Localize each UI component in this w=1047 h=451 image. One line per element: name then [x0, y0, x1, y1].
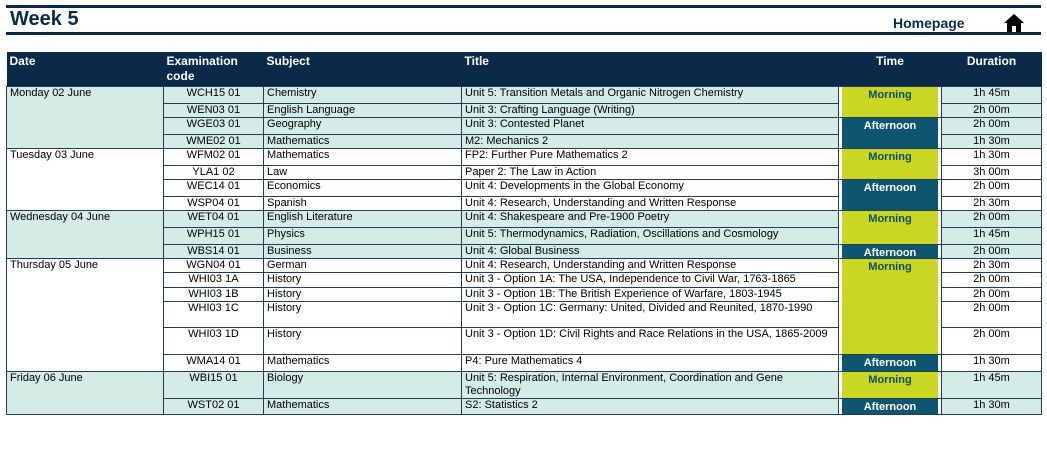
exam-title: Unit 4: Developments in the Global Economy	[462, 180, 839, 197]
exam-subject: Chemistry	[264, 87, 462, 104]
exam-subject: Mathematics	[264, 399, 462, 415]
table-row	[7, 211, 1042, 228]
exam-code: WCH15 01	[164, 87, 264, 104]
exam-code: WSP04 01	[164, 196, 264, 210]
exam-code: WHI03 1A	[164, 273, 264, 287]
exam-code: WMA14 01	[164, 355, 264, 372]
session-cell	[839, 245, 942, 259]
table-header-row	[7, 52, 1042, 87]
session-badge: Morning	[842, 211, 938, 244]
exam-subject: Biology	[264, 372, 462, 399]
table-row	[7, 87, 1042, 104]
session-cell	[839, 180, 942, 211]
exam-duration: 2h 00m	[942, 180, 1042, 197]
session-badge: Morning	[842, 87, 938, 117]
exam-duration: 2h 00m	[942, 301, 1042, 328]
session-badge: Afternoon	[842, 118, 938, 148]
exam-date: Friday 06 June	[7, 372, 164, 415]
session-cell	[839, 259, 942, 355]
exam-title: Unit 3: Contested Planet	[462, 118, 839, 135]
exam-duration: 3h 00m	[942, 165, 1042, 179]
exam-code: WHI03 1C	[164, 301, 264, 328]
exam-subject: Mathematics	[264, 355, 462, 372]
exam-title: Unit 4: Research, Understanding and Written Response	[462, 259, 839, 273]
session-badge: Afternoon	[842, 245, 938, 258]
exam-title: Unit 3 - Option 1D: Civil Rights and Race Relations in the USA, 1865-2009	[462, 328, 839, 355]
exam-duration: 1h 45m	[942, 87, 1042, 104]
exam-code: YLA1 02	[164, 165, 264, 179]
exam-title: Unit 3 - Option 1B: The British Experience of Warfare, 1803-1945	[462, 287, 839, 301]
exam-duration: 2h 00m	[942, 328, 1042, 355]
exam-subject: Mathematics	[264, 134, 462, 148]
exam-subject: German	[264, 259, 462, 273]
exam-subject: Physics	[264, 228, 462, 245]
exam-subject: History	[264, 273, 462, 287]
col-subject: Subject	[264, 52, 462, 87]
exam-title: Unit 5: Transition Metals and Organic Nitrogen Chemistry	[462, 87, 839, 104]
page-title: Week 5	[10, 8, 79, 30]
col-title: Title	[462, 52, 839, 87]
exam-subject: Economics	[264, 180, 462, 197]
exam-code: WGE03 01	[164, 118, 264, 135]
session-cell	[839, 355, 942, 372]
exam-subject: English Literature	[264, 211, 462, 228]
exam-title: Unit 4: Shakespeare and Pre-1900 Poetry	[462, 211, 839, 228]
exam-code: WHI03 1D	[164, 328, 264, 355]
exam-title: Unit 3 - Option 1A: The USA, Independence to Civil War, 1763-1865	[462, 273, 839, 287]
exam-duration: 2h 00m	[942, 103, 1042, 117]
session-badge: Morning	[842, 149, 938, 179]
exam-code: WST02 01	[164, 399, 264, 415]
col-duration: Duration	[942, 52, 1042, 87]
session-badge: Morning	[842, 372, 938, 398]
table-row	[7, 372, 1042, 399]
exam-subject: Law	[264, 165, 462, 179]
homepage-link[interactable]: Homepage	[893, 15, 965, 31]
exam-code: WET04 01	[164, 211, 264, 228]
exam-subject: History	[264, 287, 462, 301]
exam-title: Unit 5: Thermodynamics, Radiation, Oscillations and Cosmology	[462, 228, 839, 245]
exam-duration: 2h 30m	[942, 196, 1042, 210]
exam-duration: 1h 30m	[942, 134, 1042, 148]
exam-subject: Mathematics	[264, 149, 462, 166]
exam-duration: 1h 45m	[942, 372, 1042, 399]
exam-duration: 2h 00m	[942, 273, 1042, 287]
exam-subject: History	[264, 301, 462, 328]
exam-title: Unit 3: Crafting Language (Writing)	[462, 103, 839, 117]
exam-duration: 1h 30m	[942, 399, 1042, 415]
col-date: Date	[7, 52, 164, 87]
exam-date: Thursday 05 June	[7, 259, 164, 372]
session-cell	[839, 87, 942, 118]
session-cell	[839, 399, 942, 415]
exam-subject: Geography	[264, 118, 462, 135]
session-cell	[839, 372, 942, 399]
top-rule	[6, 5, 1041, 8]
exam-title: Unit 3 - Option 1C: Germany: United, Divided and Reunited, 1870-1990	[462, 301, 839, 328]
exam-subject: Spanish	[264, 196, 462, 210]
exam-duration: 2h 30m	[942, 259, 1042, 273]
exam-subject: Business	[264, 245, 462, 259]
exam-title: Unit 4: Global Business	[462, 245, 839, 259]
exam-duration: 1h 30m	[942, 355, 1042, 372]
session-badge: Afternoon	[842, 180, 938, 210]
exam-code: WGN04 01	[164, 259, 264, 273]
exam-code: WBS14 01	[164, 245, 264, 259]
exam-duration: 1h 30m	[942, 149, 1042, 166]
session-cell	[839, 118, 942, 149]
exam-duration: 2h 00m	[942, 118, 1042, 135]
table-row	[7, 149, 1042, 166]
exam-duration: 2h 00m	[942, 287, 1042, 301]
home-icon[interactable]	[1003, 13, 1025, 33]
session-cell	[839, 149, 942, 180]
exam-code: WFM02 01	[164, 149, 264, 166]
exam-title: Paper 2: The Law in Action	[462, 165, 839, 179]
exam-code: WEC14 01	[164, 180, 264, 197]
exam-subject: English Language	[264, 103, 462, 117]
exam-code: WHI03 1B	[164, 287, 264, 301]
session-cell	[839, 211, 942, 245]
exam-code: WEN03 01	[164, 103, 264, 117]
exam-title: M2: Mechanics 2	[462, 134, 839, 148]
header-rule	[6, 32, 1041, 35]
exam-code: WME02 01	[164, 134, 264, 148]
session-badge: Afternoon	[842, 355, 938, 371]
exam-duration: 1h 45m	[942, 228, 1042, 245]
exam-date: Wednesday 04 June	[7, 211, 164, 259]
exam-duration: 2h 00m	[942, 245, 1042, 259]
session-badge: Afternoon	[842, 399, 938, 414]
exam-date: Monday 02 June	[7, 87, 164, 149]
exam-duration: 2h 00m	[942, 211, 1042, 228]
exam-code: WPH15 01	[164, 228, 264, 245]
table-row	[7, 259, 1042, 273]
exam-title: S2: Statistics 2	[462, 399, 839, 415]
exam-subject: History	[264, 328, 462, 355]
exam-title: Unit 4: Research, Understanding and Written Response	[462, 196, 839, 210]
session-badge: Morning	[842, 259, 938, 354]
exam-title: P4: Pure Mathematics 4	[462, 355, 839, 372]
exam-title: Unit 5: Respiration, Internal Environment, Coordination and Gene Technology	[462, 372, 839, 399]
exam-title: FP2: Further Pure Mathematics 2	[462, 149, 839, 166]
exam-date: Tuesday 03 June	[7, 149, 164, 211]
col-time: Time	[839, 52, 942, 87]
exam-timetable	[6, 52, 1042, 415]
col-code: Examination code	[164, 52, 264, 87]
exam-code: WBI15 01	[164, 372, 264, 399]
